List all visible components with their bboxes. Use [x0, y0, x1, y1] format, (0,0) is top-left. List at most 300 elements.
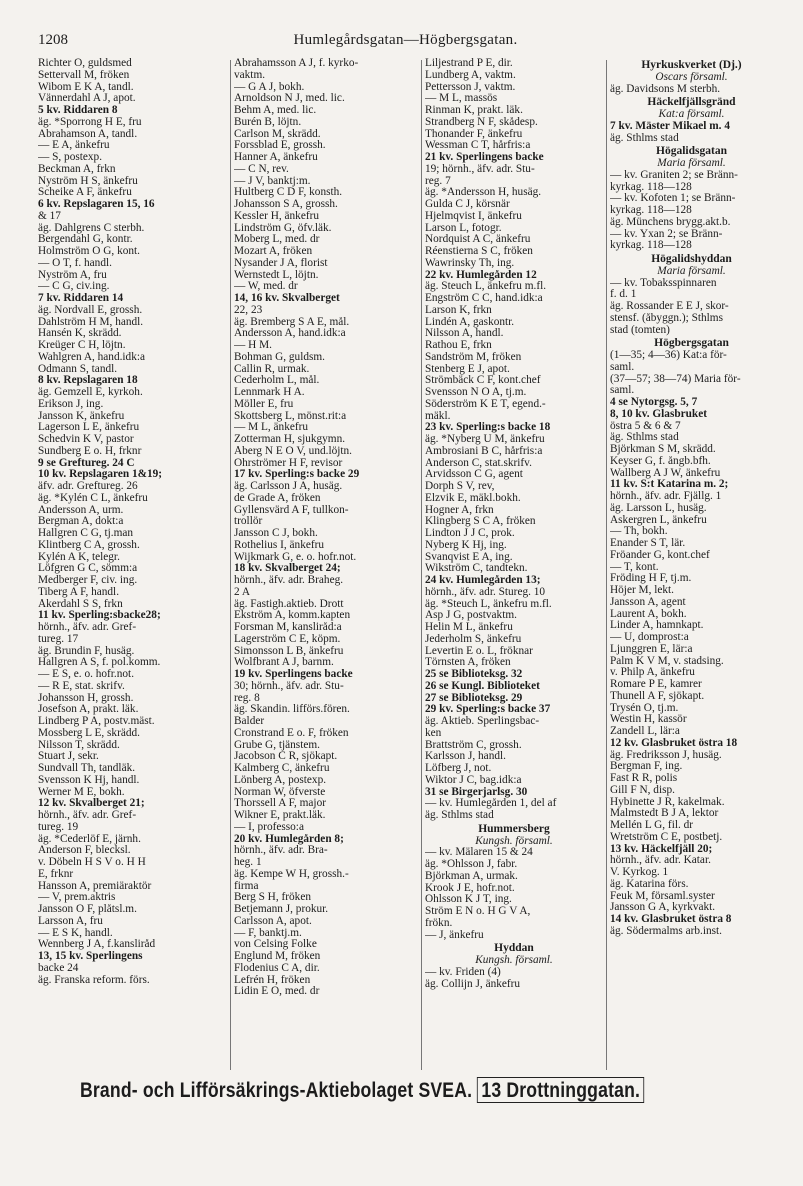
directory-entry: 2 A — [234, 586, 251, 598]
directory-entry: Liljestrand P E, dir. — [425, 58, 513, 69]
block-heading: 18 kv. Skvalberget 24; — [234, 563, 341, 575]
directory-entry: Lagerström C E, köpm. — [234, 633, 341, 645]
directory-entry: Bergendahl G, kontr. — [38, 234, 133, 246]
directory-entry: Öhrströmer H F, revisor — [234, 457, 343, 469]
directory-entry: Englund M, fröken — [234, 951, 321, 962]
directory-entry: Nyström H S, änkefru — [38, 175, 138, 187]
directory-entry: Rathou E, frkn — [425, 340, 492, 351]
directory-entry: Gulda C J, körsnär — [425, 199, 510, 210]
directory-entry: äg. Gemzell E, kyrkoh. — [38, 387, 143, 398]
directory-entry: tureg. 17 — [38, 633, 79, 645]
directory-entry: äg. Sthlms stad — [610, 432, 679, 444]
directory-entry: Jacobson C R, sjökapt. — [234, 751, 338, 763]
directory-entry: Enander S T, lär. — [610, 538, 686, 549]
directory-entry: äg. Rossander E E J, skor- — [610, 301, 729, 312]
block-heading: 14, 16 kv. Skvalberget — [234, 293, 340, 304]
directory-entry: kyrkag. 118—128 — [610, 240, 692, 252]
directory-entry: — C G, civ.ing. — [38, 281, 110, 293]
directory-entry: Berg S H, fröken — [234, 892, 311, 904]
directory-entry: Lindberg P A, postv.mäst. — [38, 716, 155, 727]
parish-label: Maria församl. — [657, 158, 726, 169]
directory-entry: f. d. 1 — [610, 289, 637, 301]
directory-entry: Wiktor J C, bag.idk:a — [425, 774, 522, 786]
footer-advertisement — [80, 1073, 641, 1107]
directory-entry: — J V, banktj:m. — [234, 175, 311, 187]
directory-entry: Kylén A K, telegr. — [38, 551, 120, 563]
directory-entry: Löfberg J, not. — [425, 763, 492, 774]
directory-entry: äfv. adr. Greftureg. 26 — [38, 481, 138, 492]
directory-entry: hörnh., äfv. adr. Gref- — [38, 810, 137, 821]
block-heading: 7 kv. Mäster Mikael m. 4 — [610, 120, 730, 132]
directory-entry: Wallberg A J W, änkefru — [610, 467, 721, 479]
directory-entry: Abrahamson A, tandl. — [38, 128, 138, 140]
directory-entry: Dorph S V, rev, — [425, 481, 495, 492]
directory-entry: Flodenius C A, dir. — [234, 962, 320, 974]
directory-entry: Thorssell A F, major — [234, 798, 326, 810]
directory-entry: Strömbäck C F, kont.chef — [425, 375, 541, 387]
directory-entry: & 17 — [38, 210, 61, 222]
block-heading: 27 se Biblioteksg. 29 — [425, 692, 523, 704]
directory-entry: Sundberg E o. H, frknr — [38, 445, 142, 457]
directory-entry: Johansson H, grossh. — [38, 692, 134, 704]
directory-entry: Moberg L, med. dr — [234, 234, 320, 246]
street-heading: Hyrkuskverket (Dj.) — [641, 59, 742, 71]
directory-entry: Söderström K E T, egend.- — [425, 398, 546, 410]
directory-entry: vaktm. — [234, 69, 266, 81]
directory-entry: äg. Carlsson J A, husäg. — [234, 481, 343, 492]
directory-entry: Arvidsson C G, agent — [425, 469, 523, 481]
directory-entry: äg. *Ohlsson J, fabr. — [425, 859, 518, 870]
block-heading: 14 kv. Glasbruket östra 8 — [610, 914, 732, 925]
directory-entry: stad (tomten) — [610, 324, 670, 336]
directory-entry: Wikström C, tandtekn. — [425, 563, 528, 575]
directory-entry: Kreüger C H, löjtn. — [38, 340, 126, 351]
directory-entry: — G A J, bokh. — [234, 81, 305, 93]
street-heading: Högbergsgatan — [654, 337, 729, 350]
block-heading: 13 kv. Häckelfjäll 20; — [610, 843, 713, 855]
directory-entry: tureg. 19 — [38, 821, 79, 833]
directory-entry: Helin M L, änkefru — [425, 622, 513, 633]
block-heading: 6 kv. Repslagaren 15, 16 — [38, 199, 155, 210]
directory-entry: äg. Franska reform. förs. — [38, 974, 150, 986]
directory-entry: äg. Aktieb. Sperlingsbac- — [425, 716, 540, 727]
directory-entry: Nyström A, fru — [38, 269, 107, 281]
directory-entry: Svensson N O A, tj.m. — [425, 387, 527, 398]
directory-entry: Jansson C J, bokh. — [234, 528, 318, 539]
column-divider — [421, 60, 422, 1070]
directory-entry: Wennberg J A, f.kansliråd — [38, 939, 156, 951]
directory-entry: äg. Dahlgrens C sterbh. — [38, 222, 145, 234]
directory-entry: äg. *Nyberg U M, änkefru — [425, 434, 545, 445]
directory-entry: Löfgren G C, sömm:a — [38, 563, 138, 575]
street-heading: Hyddan — [494, 942, 534, 955]
directory-entry: äg. *Andersson H, husäg. — [425, 187, 542, 199]
directory-entry: äg. *Kylén C L, änkefru — [38, 492, 148, 504]
street-heading: Hummersberg — [478, 822, 550, 835]
directory-entry: Abrahamsson A J, f. kyrko- — [234, 58, 359, 69]
parish-label: Kungsh. församl. — [475, 835, 553, 847]
directory-entry: Jansson O F, plåtsl.m. — [38, 904, 137, 915]
directory-entry: Fast R R, polis — [610, 773, 678, 784]
directory-entry: Nilsson T, skrädd. — [38, 739, 120, 751]
directory-entry: — V, prem.aktris — [38, 892, 116, 904]
directory-entry: Åkerdahl S S, frkn — [38, 598, 123, 610]
directory-entry: östra 5 & 6 & 7 — [610, 420, 681, 432]
directory-entry: — kv. Friden (4) — [425, 966, 501, 978]
directory-entry: Hanner A, änkefru — [234, 152, 318, 163]
directory-entry: Beckman A, frkn — [38, 163, 116, 175]
directory-entry: hörnh., äfv. adr. Gref- — [38, 622, 137, 633]
directory-entry: Ström E N o. H G V A, — [425, 906, 531, 917]
directory-entry: hörnh., äfv. adr. Braheg. — [234, 575, 344, 586]
directory-entry: heg. 1 — [234, 857, 262, 868]
directory-entry: Richter O, guldsmed — [38, 58, 132, 69]
directory-entry: Larson K, frkn — [425, 304, 492, 316]
directory-entry: — H M. — [234, 340, 272, 351]
directory-entry: Klingberg S C A, fröken — [425, 516, 536, 528]
directory-entry: firma — [234, 880, 259, 892]
directory-entry: Holmström O G, kont. — [38, 246, 140, 257]
directory-entry: E, frknr — [38, 868, 74, 880]
directory-entry: saml. — [610, 361, 635, 373]
directory-entry: Stuart J, sekr. — [38, 751, 99, 763]
directory-entry: äg. *Cederlöf E, järnh. — [38, 833, 141, 845]
directory-entry: reg. 7 — [425, 175, 451, 187]
directory-entry: Wernstedt L, löjtn. — [234, 269, 319, 281]
directory-entry: kyrkag. 118—128 — [610, 181, 692, 193]
directory-entry: Tiberg A F, handl. — [38, 586, 120, 598]
directory-entry: Thunell A F, sjökapt. — [610, 690, 705, 702]
page-header — [38, 32, 773, 56]
directory-entry: Pettersson J, vaktm. — [425, 81, 516, 93]
directory-entry: Sundvall Th, tandläk. — [38, 763, 136, 774]
directory-entry: Cronstrand E o. F, fröken — [234, 727, 349, 739]
directory-entry: hörnh., äfv. adr. Fjällg. 1 — [610, 491, 722, 502]
directory-entry: äg. Larsson L, husäg. — [610, 502, 707, 514]
directory-entry: saml. — [610, 385, 635, 397]
directory-entry: Kalmberg C, änkefru — [234, 763, 330, 774]
directory-entry: — E A, änkefru — [38, 140, 110, 152]
directory-entry: Lindton J J C, prok. — [425, 528, 515, 539]
directory-entry: Trysén O, tj.m. — [610, 702, 679, 714]
directory-entry: — J, änkefru — [425, 929, 484, 941]
directory-entry: Klintberg C A, grossh. — [38, 539, 140, 551]
directory-entry: Zandell L, lär:a — [610, 726, 680, 737]
directory-entry: Anderson F, blecksl. — [38, 845, 131, 857]
parish-label: Maria församl. — [657, 265, 726, 277]
directory-entry: Lönberg A, postexp. — [234, 774, 327, 786]
directory-entry: Andersson A, urm. — [38, 504, 124, 516]
directory-entry: hörnh., äfv. adr. Katar. — [610, 855, 711, 867]
directory-entry: Palm K V M, v. stadsing. — [610, 655, 724, 667]
directory-entry: äg. Fastigh.aktieb. Drott — [234, 598, 344, 610]
block-heading: 23 kv. Sperling:s backe 18 — [425, 422, 551, 434]
block-heading: 12 kv. Skvalberget 21; — [38, 798, 145, 810]
directory-entry: Lindén A, gaskontr. — [425, 316, 515, 328]
directory-entry: v. Döbeln H S V o. H H — [38, 857, 146, 868]
block-heading: 22 kv. Humlegården 12 — [425, 269, 537, 281]
block-heading: 29 kv. Sperling:s backe 37 — [425, 704, 551, 716]
directory-entry: Wijkmark G, e. o. hofr.not. — [234, 551, 357, 563]
block-heading: 13, 15 kv. Sperlingens — [38, 951, 143, 962]
directory-entry: Wawrinsky Th, ing. — [425, 257, 515, 269]
directory-entry: de Grade A, fröken — [234, 492, 321, 504]
column-divider — [606, 60, 607, 1070]
directory-column-1 — [38, 58, 226, 1073]
directory-entry: — kv. Kofoten 1; se Bränn- — [610, 193, 736, 205]
directory-entry: v. Philp A, änkefru — [610, 667, 695, 679]
directory-entry: Sandström M, fröken — [425, 351, 522, 363]
directory-entry: Jederholm S, änkefru — [425, 633, 522, 645]
directory-entry: Carlson M, skrädd. — [234, 128, 321, 140]
directory-entry: Wikner E, prakt.läk. — [234, 810, 326, 821]
block-heading: 7 kv. Riddaren 14 — [38, 293, 124, 304]
directory-entry: Nysander J A, florist — [234, 257, 328, 269]
directory-entry: Grube G, tjänstem. — [234, 739, 320, 751]
directory-entry: Settervall M, fröken — [38, 69, 130, 81]
directory-entry: — E S K, handl. — [38, 927, 113, 939]
directory-entry: Ohlsson K J T, ing. — [425, 894, 512, 906]
directory-entry: — E S, e. o. hofr.not. — [38, 669, 135, 680]
block-heading: 10 kv. Repslagaren 1&19; — [38, 469, 163, 481]
directory-entry: Scheike A F, änkefru — [38, 187, 132, 199]
directory-columns — [38, 58, 773, 1073]
directory-entry: Hogner A, frkn — [425, 504, 494, 516]
directory-entry: Dahlström H M, handl. — [38, 316, 144, 328]
directory-entry: Malmstedt B J A, lektor — [610, 808, 719, 820]
directory-entry: Hybinette J R, kakelmak. — [610, 796, 725, 808]
directory-entry: Werner M E, bokh. — [38, 786, 125, 798]
directory-entry: Hansson A, premiäraktör — [38, 880, 152, 892]
directory-entry: Törnsten A, fröken — [425, 657, 511, 669]
directory-entry: Nordquist A C, änkefru — [425, 234, 531, 246]
directory-entry: Askergren L, änkefru — [610, 514, 707, 526]
directory-entry: Levertin E o. L, fröknar — [425, 645, 533, 657]
block-heading: 31 se Birgerjarlsg. 30 — [425, 786, 528, 798]
directory-entry: Björkman S M, skrädd. — [610, 444, 716, 455]
directory-entry: reg. 8 — [234, 692, 260, 704]
directory-entry: — S, postexp. — [38, 152, 103, 163]
page-number: 1208 — [38, 32, 68, 48]
directory-entry: Wessman C T, hårfris:a — [425, 140, 531, 152]
directory-entry: — F, banktj.m. — [234, 927, 302, 939]
directory-entry: Mozart A, fröken — [234, 246, 313, 257]
directory-entry: — O T, f. handl. — [38, 257, 112, 269]
directory-entry: Gill F N, disp. — [610, 784, 675, 796]
directory-entry: Bergman F, ing. — [610, 761, 683, 773]
directory-entry: Höjer M, lekt. — [610, 585, 675, 596]
directory-entry: äg. Nordvall E, grossh. — [38, 304, 143, 316]
directory-entry: Behm A, med. lic. — [234, 105, 317, 116]
directory-entry: Jansson G A, kyrkvakt. — [610, 902, 716, 914]
directory-entry: Cederholm L, mål. — [234, 375, 320, 387]
directory-entry: äg. Sthlms stad — [610, 132, 679, 144]
directory-entry: (37—57; 38—74) Maria för- — [610, 373, 741, 385]
block-heading: 9 se Greftureg. 24 C — [38, 457, 135, 469]
directory-entry: ken — [425, 727, 442, 739]
directory-entry: Mellén L G, fil. dr — [610, 820, 694, 831]
directory-entry: Zotterman H, sjukgymn. — [234, 434, 346, 445]
directory-entry: Andersson A, hand.idk:a — [234, 328, 346, 340]
street-heading: Högalidshyddan — [651, 253, 732, 265]
directory-entry: Mossberg L E, skrädd. — [38, 727, 140, 739]
directory-entry: äg. Skandin. lifförs.fören. — [234, 704, 350, 716]
directory-entry: — kv. Yxan 2; se Bränn- — [610, 228, 723, 240]
directory-entry: frökn. — [425, 917, 453, 929]
parish-label: Kat:a församl. — [658, 109, 725, 120]
directory-entry: Strandberg N F, skådesp. — [425, 116, 538, 128]
directory-entry: 19; hörnh., äfv. adr. Stu- — [425, 163, 535, 175]
block-heading: 11 kv. Sperling:sbacke28; — [38, 610, 161, 622]
directory-entry: Engström C C, hand.idk:a — [425, 293, 543, 304]
ad-address: 13 Drottninggatan. — [477, 1077, 644, 1103]
directory-entry: Carlsson A, apot. — [234, 915, 312, 927]
directory-entry: — T, kont. — [610, 561, 659, 573]
directory-entry: Hultberg C D F, konsth. — [234, 187, 343, 199]
directory-entry: V. Kyrkog. 1 — [610, 867, 669, 878]
directory-entry: Åberg N E O V, und.löjtn. — [234, 445, 352, 457]
directory-entry: — kv. Graniten 2; se Bränn- — [610, 169, 738, 181]
directory-entry: äg. Davidsons M sterbh. — [610, 83, 721, 95]
directory-entry: Medberger F, civ. ing. — [38, 575, 138, 586]
page-title: Humlegårdsgatan—Högbergsgatan. — [293, 32, 518, 48]
directory-entry: Skottsberg L, mönst.rit:a — [234, 410, 347, 422]
directory-entry: Ambrosiani B C, hårfris:a — [425, 445, 543, 457]
directory-entry: (1—35; 4—36) Kat:a för- — [610, 350, 727, 361]
directory-entry: — kv. Tobaksspinnaren — [610, 277, 717, 289]
directory-entry: trollör — [234, 516, 263, 528]
directory-entry: Nilsson A, handl. — [425, 328, 504, 340]
directory-entry: Burén B, löjtn. — [234, 116, 302, 128]
directory-entry: Jansson K, änkefru — [38, 410, 125, 422]
directory-entry: Simonsson L B, änkefru — [234, 645, 344, 657]
block-heading: 8, 10 kv. Glasbruket — [610, 408, 707, 420]
block-heading: 26 se Kungl. Biblioteket — [425, 680, 540, 692]
directory-entry: Romare P E, kamrer — [610, 679, 702, 690]
block-heading: 21 kv. Sperlingens backe — [425, 152, 544, 163]
directory-entry: Hjelmqvist I, änkefru — [425, 210, 522, 222]
directory-entry: Erikson J, ing. — [38, 398, 104, 410]
directory-entry: äg. Fredriksson J, husäg. — [610, 749, 722, 761]
block-heading: 5 kv. Riddaren 8 — [38, 105, 118, 116]
directory-entry: — kv. Mälaren 15 & 24 — [425, 847, 533, 859]
ad-company-name: Brand- och Lifförsäkrings-Aktiebolaget SVEA. — [80, 1078, 473, 1102]
directory-entry: äg. Bremberg S A E, mål. — [234, 316, 350, 328]
directory-entry: Stenberg E J, apot. — [425, 363, 510, 375]
directory-entry: Lidin E O, med. dr — [234, 986, 320, 998]
block-heading: 25 se Biblioteksg. 32 — [425, 669, 523, 680]
directory-entry: — M L, massös — [425, 93, 498, 105]
directory-entry: äg. *Sporrong H E, fru — [38, 116, 142, 128]
directory-entry: Gyllensvärd A F, tullkon- — [234, 504, 349, 516]
directory-entry: Betjemann J, prokur. — [234, 904, 329, 915]
directory-entry: — Th, bokh. — [610, 526, 668, 538]
directory-entry: Fröding H F, tj.m. — [610, 573, 692, 585]
directory-entry: äg. Södermalms arb.inst. — [610, 925, 723, 937]
directory-entry: Lagerson L E, änkefru — [38, 422, 140, 434]
directory-entry: — M L, änkefru — [234, 422, 309, 434]
directory-entry: von Celsing Folke — [234, 939, 317, 951]
directory-entry: äg. Katarina förs. — [610, 878, 689, 890]
block-heading: 20 kv. Humlegården 8; — [234, 833, 344, 845]
directory-entry: äg. Brundin F, husäg. — [38, 645, 135, 657]
directory-entry: — R E, stat. skrifv. — [38, 680, 125, 692]
directory-entry: Schedvin K V, pastor — [38, 434, 134, 445]
directory-column-3 — [425, 58, 603, 1073]
directory-entry: Fröander G, kont.chef — [610, 549, 710, 561]
directory-entry: hörnh., äfv. adr. Bra- — [234, 845, 328, 857]
directory-entry: Laurent A, bokh. — [610, 608, 687, 620]
directory-entry: backe 24 — [38, 962, 79, 974]
directory-entry: Wretström C E, postbetj. — [610, 831, 723, 843]
directory-entry: Lindström G, öfv.läk. — [234, 222, 332, 234]
directory-entry: Wahlgren A, hand.idk:a — [38, 351, 146, 363]
directory-entry: äg. *Steuch L, änkefru m.fl. — [425, 598, 552, 610]
directory-entry: Arnoldson N J, med. lic. — [234, 93, 345, 105]
directory-entry: äg. Kempe W H, grossh.- — [234, 868, 349, 880]
directory-entry: äg. Münchens brygg.akt.b. — [610, 216, 731, 228]
block-heading: 4 se Nytorgsg. 5, 7 — [610, 397, 698, 408]
directory-entry: — W, med. dr — [234, 281, 298, 293]
directory-entry: — kv. Humlegården 1, del af — [425, 798, 557, 810]
directory-entry: Balder — [234, 716, 265, 727]
directory-entry: Hansén K, skrädd. — [38, 328, 122, 340]
directory-entry: hörnh., äfv. adr. Stureg. 10 — [425, 586, 546, 598]
directory-entry: Asp J G, postvaktm. — [425, 610, 517, 622]
parish-label: Oscars församl. — [655, 71, 728, 83]
directory-entry: Ljunggren E, lär:a — [610, 643, 693, 655]
directory-entry: Thonander F, änkefru — [425, 128, 523, 140]
directory-entry: Larsson A, fru — [38, 915, 103, 927]
directory-entry: Möller E, fru — [234, 398, 294, 410]
directory-entry: Lundberg A, vaktm. — [425, 69, 516, 81]
block-heading: 19 kv. Sperlingens backe — [234, 669, 353, 680]
directory-entry: Rinman K, prakt. läk. — [425, 105, 523, 116]
block-heading: 17 kv. Sperling:s backe 29 — [234, 469, 360, 481]
directory-entry: Forsman M, kansliråd:a — [234, 622, 342, 633]
directory-entry: — I, professo:a — [234, 821, 304, 833]
directory-entry: Vännerdahl A J, apot. — [38, 93, 136, 105]
column-divider — [230, 60, 231, 1070]
directory-entry: Josefson A, prakt. läk. — [38, 704, 139, 716]
directory-entry: äg. Sthlms stad — [425, 810, 494, 821]
directory-entry: Lennmark H A. — [234, 387, 305, 398]
directory-entry: Lefrén H, fröken — [234, 974, 311, 986]
directory-entry: Hallgren C G, tj.man — [38, 528, 134, 539]
directory-entry: Bohman G, guldsm. — [234, 351, 326, 363]
street-heading: Häckelfjällsgränd — [647, 96, 736, 109]
directory-entry: äg. Collijn J, änkefru — [425, 978, 521, 990]
directory-entry: — U, domprost:a — [610, 632, 689, 643]
directory-entry: Rothelius I, änkefru — [234, 539, 325, 551]
directory-column-4 — [610, 58, 773, 1073]
directory-entry: Hallgren A S, f. pol.komm. — [38, 657, 161, 669]
block-heading: 8 kv. Repslagaren 18 — [38, 375, 138, 387]
directory-entry: Bergman A, dokt:a — [38, 516, 124, 528]
directory-entry: Svanqvist E A, ing. — [425, 551, 513, 563]
parish-label: Kungsh. församl. — [475, 955, 553, 966]
directory-entry: kyrkag. 118—128 — [610, 205, 692, 216]
directory-entry: Anderson C, stat.skrifv. — [425, 457, 532, 469]
directory-entry: 22, 23 — [234, 304, 263, 316]
directory-column-2 — [234, 58, 418, 1073]
directory-entry: Callin R, urmak. — [234, 363, 310, 375]
directory-entry: Svensson K Hj, handl. — [38, 774, 140, 786]
directory-entry: Linder A, hamnkapt. — [610, 620, 704, 632]
directory-entry: Jansson A, agent — [610, 596, 686, 608]
directory-entry: Björkman A, urmak. — [425, 870, 518, 882]
directory-entry: Ekström A, komm.kapten — [234, 610, 351, 622]
